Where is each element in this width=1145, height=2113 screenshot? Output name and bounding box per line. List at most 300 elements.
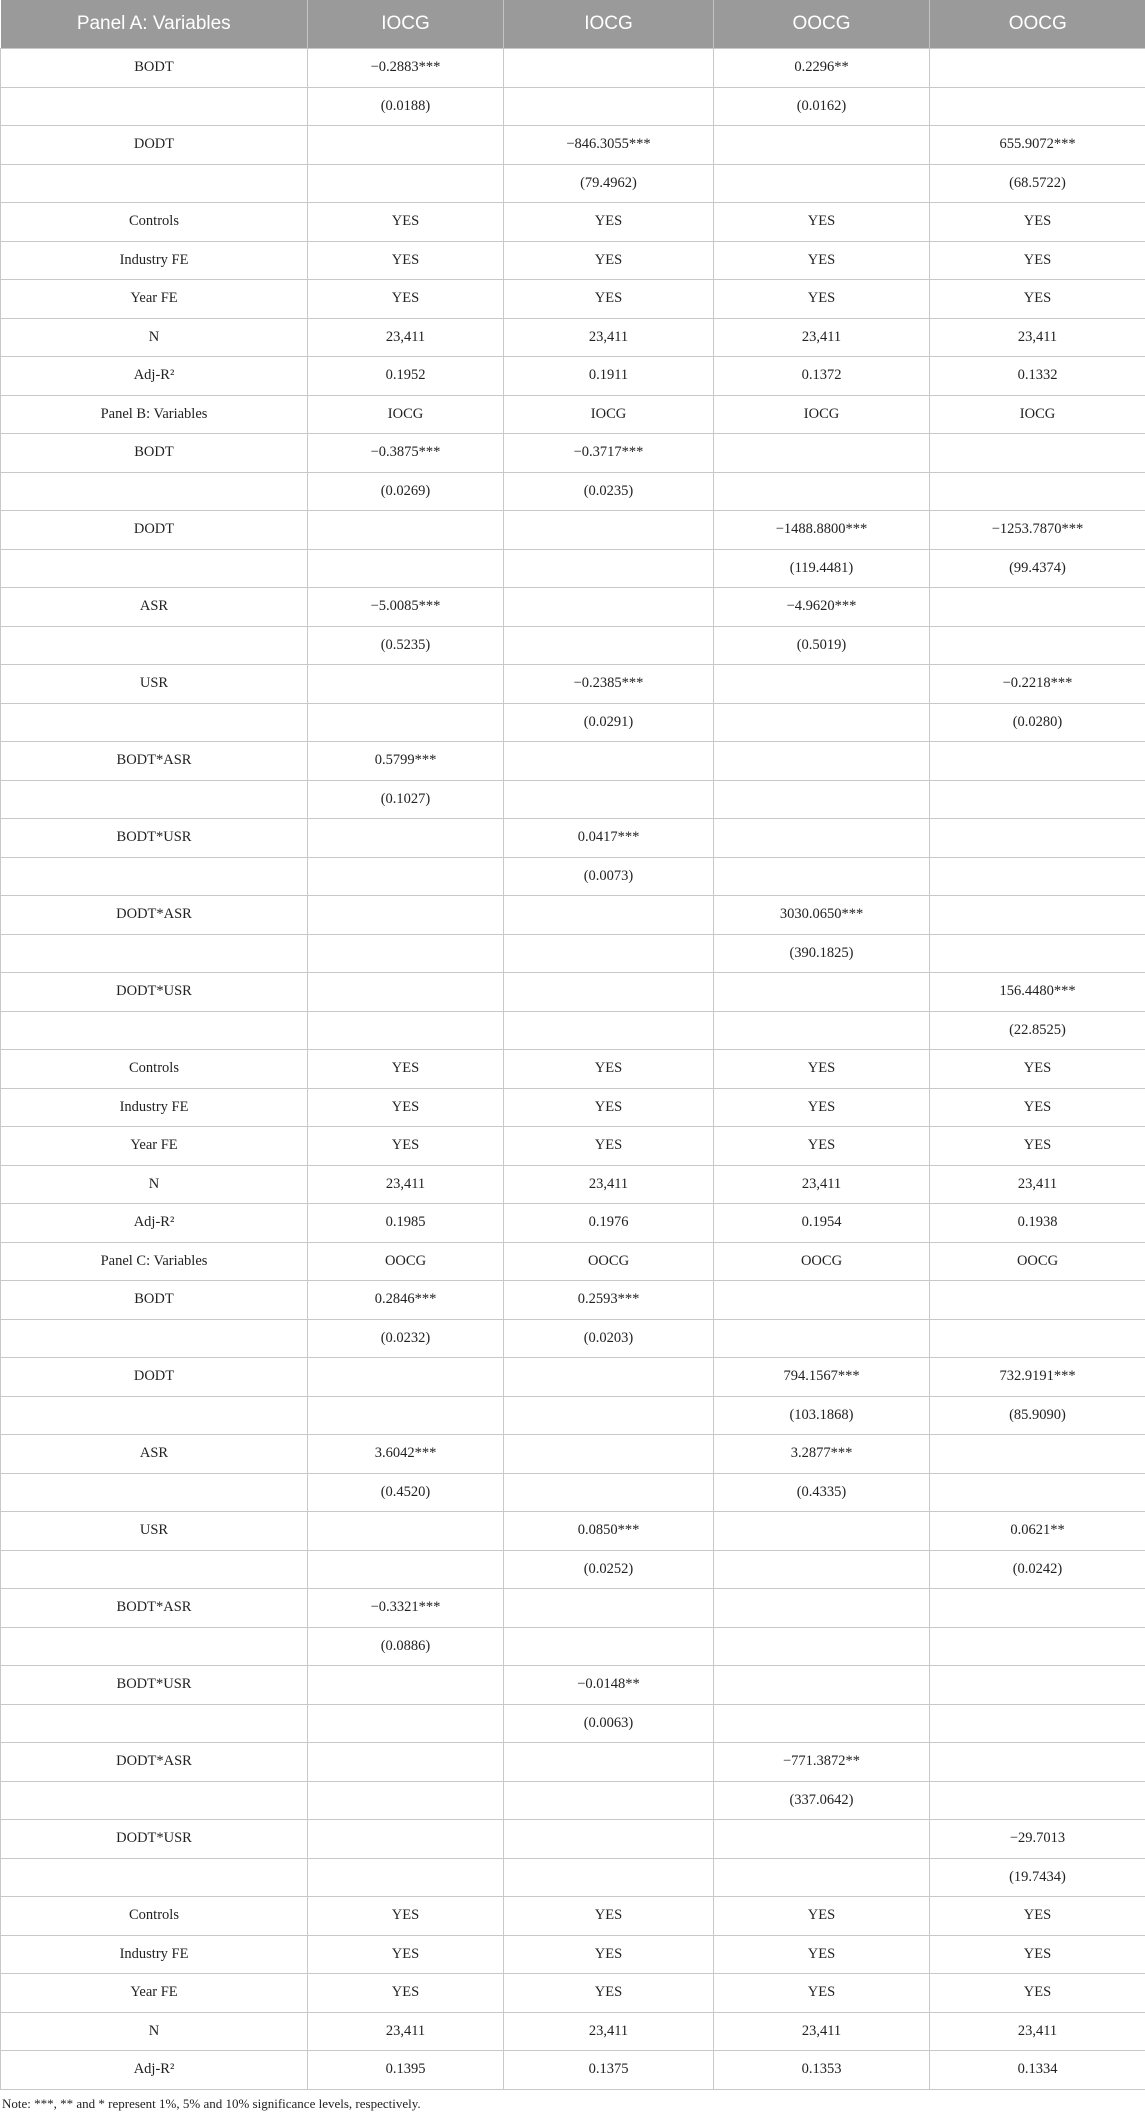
value-cell [504,780,714,819]
value-cell [504,511,714,550]
row-label-cell: Industry FE [1,1935,308,1974]
row-label-cell: Controls [1,1050,308,1089]
value-cell [714,1011,930,1050]
value-cell [308,1743,504,1782]
value-cell [930,626,1145,665]
value-cell: OOCG [504,1242,714,1281]
row-label-cell [1,703,308,742]
row-label-cell: DODT [1,1358,308,1397]
value-cell: YES [930,1897,1145,1936]
value-cell: YES [714,1050,930,1089]
value-cell [930,1627,1145,1666]
row-label-cell: Adj-R² [1,2051,308,2090]
value-cell: 0.1976 [504,1204,714,1243]
value-cell [930,49,1145,88]
value-cell: YES [504,1974,714,2013]
value-cell [930,1435,1145,1474]
value-cell: (68.5722) [930,164,1145,203]
value-cell [504,87,714,126]
value-cell [930,1704,1145,1743]
value-cell: YES [308,203,504,242]
table-note: Note: ***, ** and * represent 1%, 5% and 10% significance levels, respectively. [2,2095,421,2111]
table-header [1,0,1145,49]
value-cell: 0.0850*** [504,1512,714,1551]
value-cell: 3030.0650*** [714,896,930,935]
value-cell: (99.4374) [930,549,1145,588]
row-label-cell: Adj-R² [1,1204,308,1243]
value-cell: (22.8525) [930,1011,1145,1050]
value-cell [930,780,1145,819]
value-cell: YES [714,1897,930,1936]
value-cell: 23,411 [714,318,930,357]
value-cell: YES [930,1974,1145,2013]
value-cell: YES [504,1088,714,1127]
value-cell: 0.0621** [930,1512,1145,1551]
value-cell [714,1820,930,1859]
value-cell: YES [308,1127,504,1166]
value-cell: (0.0073) [504,857,714,896]
table-row [1,1666,1145,1705]
table-row [1,1011,1145,1050]
value-cell: (390.1825) [714,934,930,973]
value-cell: (0.0162) [714,87,930,126]
value-cell: YES [504,1897,714,1936]
row-label-cell: Adj-R² [1,357,308,396]
value-cell: 0.0417*** [504,819,714,858]
value-cell: YES [308,1935,504,1974]
table-row [1,1589,1145,1628]
row-label-cell [1,1396,308,1435]
table-row [1,1396,1145,1435]
value-cell: (0.5019) [714,626,930,665]
value-cell: (0.0252) [504,1550,714,1589]
value-cell: 794.1567*** [714,1358,930,1397]
value-cell [930,1589,1145,1628]
value-cell [714,126,930,165]
value-cell: −771.3872** [714,1743,930,1782]
value-cell: 0.1395 [308,2051,504,2090]
value-cell: YES [714,1974,930,2013]
value-cell: 0.1954 [714,1204,930,1243]
table-row [1,549,1145,588]
value-cell [714,434,930,473]
value-cell: YES [714,1935,930,1974]
value-cell: (0.0232) [308,1319,504,1358]
table-row [1,1435,1145,1474]
row-label-cell [1,1781,308,1820]
table-body [1,49,1145,2090]
value-cell [308,1358,504,1397]
value-cell [308,164,504,203]
value-cell [504,588,714,627]
value-cell [308,896,504,935]
value-cell [714,665,930,704]
value-cell: YES [930,241,1145,280]
row-label-cell [1,1627,308,1666]
row-label-cell: Year FE [1,1974,308,2013]
table-row [1,1820,1145,1859]
table-row [1,434,1145,473]
value-cell [930,896,1145,935]
row-label-cell: N [1,2012,308,2051]
value-cell [714,742,930,781]
table-row [1,2012,1145,2051]
row-label-cell: BODT*ASR [1,742,308,781]
table-row [1,357,1145,396]
value-cell: −0.3321*** [308,1589,504,1628]
table-row [1,1358,1145,1397]
table-row [1,1281,1145,1320]
value-cell: 0.1985 [308,1204,504,1243]
value-cell [714,1319,930,1358]
table-row [1,1627,1145,1666]
row-label-cell [1,87,308,126]
table-row [1,703,1145,742]
header-cell-col1: IOCG [308,0,504,49]
table-row [1,1242,1145,1281]
table-row [1,87,1145,126]
value-cell [930,87,1145,126]
table-row [1,241,1145,280]
value-cell: YES [714,1088,930,1127]
value-cell: −0.2883*** [308,49,504,88]
row-label-cell [1,549,308,588]
value-cell [714,857,930,896]
value-cell: YES [504,280,714,319]
value-cell [504,1396,714,1435]
value-cell: IOCG [714,395,930,434]
row-label-cell [1,1550,308,1589]
row-label-cell: Industry FE [1,1088,308,1127]
value-cell [504,1820,714,1859]
value-cell: 23,411 [308,2012,504,2051]
value-cell [930,1473,1145,1512]
row-label-cell: ASR [1,588,308,627]
value-cell [930,434,1145,473]
value-cell: −846.3055*** [504,126,714,165]
value-cell [714,1704,930,1743]
value-cell: (0.4520) [308,1473,504,1512]
value-cell [504,1358,714,1397]
value-cell: 0.1332 [930,357,1145,396]
value-cell [504,49,714,88]
table-row [1,1050,1145,1089]
table-row [1,1704,1145,1743]
table-row [1,742,1145,781]
value-cell [504,549,714,588]
table-row [1,1897,1145,1936]
value-cell: 0.2593*** [504,1281,714,1320]
value-cell: (0.0203) [504,1319,714,1358]
table-row [1,1473,1145,1512]
row-label-cell: Year FE [1,280,308,319]
table-row [1,1512,1145,1551]
value-cell [504,1858,714,1897]
value-cell: (0.0235) [504,472,714,511]
row-label-cell: DODT*USR [1,973,308,1012]
value-cell: 23,411 [308,318,504,357]
value-cell: 23,411 [308,1165,504,1204]
value-cell [930,934,1145,973]
value-cell [308,126,504,165]
value-cell [504,742,714,781]
value-cell: (79.4962) [504,164,714,203]
table-row [1,164,1145,203]
value-cell: 0.1952 [308,357,504,396]
value-cell [308,1550,504,1589]
value-cell: 0.2296** [714,49,930,88]
value-cell [930,1743,1145,1782]
value-cell [930,1319,1145,1358]
value-cell [714,164,930,203]
value-cell [308,511,504,550]
value-cell: OOCG [308,1242,504,1281]
value-cell: 23,411 [714,1165,930,1204]
value-cell: 0.5799*** [308,742,504,781]
value-cell: 0.1911 [504,357,714,396]
value-cell: YES [714,1127,930,1166]
value-cell: 23,411 [930,318,1145,357]
value-cell: 732.9191*** [930,1358,1145,1397]
value-cell [308,1666,504,1705]
value-cell: −0.2218*** [930,665,1145,704]
value-cell: IOCG [504,395,714,434]
table-row [1,626,1145,665]
value-cell: 3.6042*** [308,1435,504,1474]
table-row [1,126,1145,165]
value-cell: −0.3717*** [504,434,714,473]
value-cell: −0.2385*** [504,665,714,704]
value-cell: −4.9620*** [714,588,930,627]
row-label-cell: DODT*ASR [1,1743,308,1782]
value-cell: (0.0269) [308,472,504,511]
value-cell: 0.2846*** [308,1281,504,1320]
row-label-cell: USR [1,1512,308,1551]
value-cell: (0.5235) [308,626,504,665]
value-cell: (337.0642) [714,1781,930,1820]
row-label-cell [1,1319,308,1358]
value-cell: 23,411 [504,318,714,357]
table-row [1,934,1145,973]
value-cell: −5.0085*** [308,588,504,627]
table-row [1,1935,1145,1974]
table-row [1,1127,1145,1166]
value-cell [930,1281,1145,1320]
table-row [1,395,1145,434]
header-row [1,0,1145,49]
value-cell [930,819,1145,858]
table-row [1,280,1145,319]
value-cell [308,1858,504,1897]
value-cell: −0.3875*** [308,434,504,473]
value-cell: YES [930,1935,1145,1974]
value-cell [930,742,1145,781]
row-label-cell [1,780,308,819]
table-row [1,1858,1145,1897]
header-cell-col2: IOCG [504,0,714,49]
value-cell [714,1281,930,1320]
value-cell [930,857,1145,896]
row-label-cell: DODT*USR [1,1820,308,1859]
value-cell [504,1011,714,1050]
value-cell: (19.7434) [930,1858,1145,1897]
row-label-cell [1,164,308,203]
value-cell [308,857,504,896]
value-cell: YES [930,1050,1145,1089]
table-row [1,2051,1145,2090]
value-cell: YES [308,1088,504,1127]
table-row [1,665,1145,704]
value-cell: YES [308,1050,504,1089]
row-label-cell [1,934,308,973]
value-cell: YES [504,203,714,242]
value-cell: IOCG [308,395,504,434]
value-cell: 655.9072*** [930,126,1145,165]
value-cell [504,1781,714,1820]
table-row [1,819,1145,858]
value-cell: OOCG [714,1242,930,1281]
value-cell: (0.0886) [308,1627,504,1666]
value-cell: (0.0188) [308,87,504,126]
table-row [1,472,1145,511]
row-label-cell: USR [1,665,308,704]
table-row [1,857,1145,896]
value-cell [714,1666,930,1705]
value-cell: YES [308,241,504,280]
value-cell: YES [308,1974,504,2013]
value-cell: (0.4335) [714,1473,930,1512]
table-row [1,49,1145,88]
value-cell [930,588,1145,627]
value-cell [930,1666,1145,1705]
table-row [1,780,1145,819]
value-cell [308,819,504,858]
value-cell: 3.2877*** [714,1435,930,1474]
value-cell: 156.4480*** [930,973,1145,1012]
value-cell: 0.1375 [504,2051,714,2090]
value-cell: 23,411 [504,2012,714,2051]
table-row [1,1974,1145,2013]
value-cell [308,934,504,973]
value-cell [308,1820,504,1859]
table-row [1,973,1145,1012]
value-cell: 23,411 [714,2012,930,2051]
value-cell: 0.1372 [714,357,930,396]
value-cell: YES [930,203,1145,242]
value-cell: YES [504,241,714,280]
row-label-cell [1,857,308,896]
header-cell-variables: Panel A: Variables [1,0,308,49]
value-cell: (0.1027) [308,780,504,819]
table-row [1,203,1145,242]
row-label-cell: BODT [1,49,308,88]
value-cell [308,703,504,742]
value-cell: YES [714,241,930,280]
row-label-cell: Industry FE [1,241,308,280]
value-cell: 23,411 [930,2012,1145,2051]
value-cell: (85.9090) [930,1396,1145,1435]
row-label-cell: BODT [1,1281,308,1320]
table-row [1,1743,1145,1782]
row-label-cell [1,472,308,511]
value-cell: 0.1353 [714,2051,930,2090]
row-label-cell: Panel B: Variables [1,395,308,434]
row-label-cell: Year FE [1,1127,308,1166]
row-label-cell: N [1,1165,308,1204]
table-row [1,1088,1145,1127]
value-cell: YES [714,203,930,242]
header-cell-col3: OOCG [714,0,930,49]
row-label-cell: BODT [1,434,308,473]
value-cell [714,973,930,1012]
value-cell: YES [504,1127,714,1166]
value-cell: (0.0291) [504,703,714,742]
header-cell-col4: OOCG [930,0,1145,49]
table-row [1,896,1145,935]
row-label-cell: DODT [1,511,308,550]
value-cell: (103.1868) [714,1396,930,1435]
value-cell [504,1627,714,1666]
value-cell: 23,411 [930,1165,1145,1204]
value-cell [504,1473,714,1512]
value-cell [930,1781,1145,1820]
value-cell [714,703,930,742]
value-cell: YES [504,1050,714,1089]
value-cell [504,1435,714,1474]
table-row [1,1319,1145,1358]
value-cell: −29.7013 [930,1820,1145,1859]
value-cell: YES [308,280,504,319]
value-cell [504,896,714,935]
value-cell: 0.1334 [930,2051,1145,2090]
value-cell [308,1781,504,1820]
value-cell: 23,411 [504,1165,714,1204]
row-label-cell: ASR [1,1435,308,1474]
row-label-cell [1,1858,308,1897]
value-cell [714,1858,930,1897]
value-cell [930,472,1145,511]
value-cell: YES [930,280,1145,319]
row-label-cell [1,1011,308,1050]
value-cell [504,626,714,665]
value-cell [308,1011,504,1050]
value-cell [308,549,504,588]
row-label-cell: BODT*USR [1,819,308,858]
value-cell [714,1627,930,1666]
row-label-cell: DODT*ASR [1,896,308,935]
value-cell: OOCG [930,1242,1145,1281]
row-label-cell [1,626,308,665]
value-cell: (0.0063) [504,1704,714,1743]
value-cell [504,1589,714,1628]
value-cell [308,1512,504,1551]
row-label-cell: BODT*ASR [1,1589,308,1628]
value-cell: YES [714,280,930,319]
row-label-cell: DODT [1,126,308,165]
row-label-cell: Controls [1,1897,308,1936]
value-cell [504,934,714,973]
table-row [1,1550,1145,1589]
row-label-cell: BODT*USR [1,1666,308,1705]
value-cell [504,973,714,1012]
value-cell: −1253.7870*** [930,511,1145,550]
table-row [1,511,1145,550]
value-cell [714,819,930,858]
value-cell: (0.0280) [930,703,1145,742]
table-row [1,588,1145,627]
table-row [1,318,1145,357]
value-cell: YES [930,1127,1145,1166]
